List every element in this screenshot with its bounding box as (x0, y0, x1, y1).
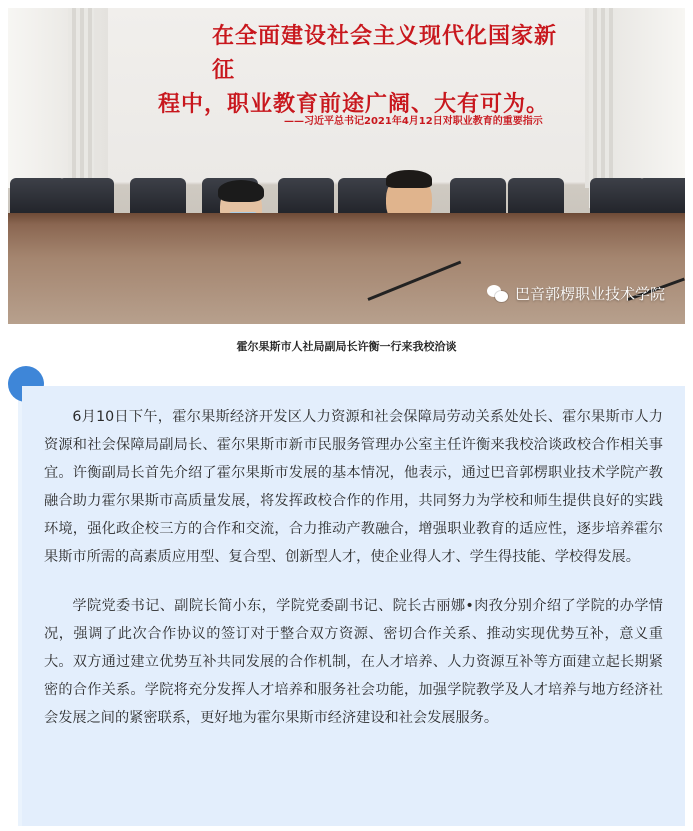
meeting-photo (8, 8, 685, 324)
chair (638, 178, 685, 218)
chair (130, 178, 186, 218)
chair (58, 178, 114, 218)
photo-caption: 霍尔果斯市人社局副局长许衡一行来我校洽谈 (236, 340, 457, 353)
wechat-icon (487, 285, 509, 303)
conference-table (8, 213, 685, 324)
article-body (22, 386, 685, 826)
slogan-attribution: ——习近平总书记2021年4月12日对职业教育的重要指示 (284, 116, 543, 127)
watermark-text: 巴音郭楞职业技术学院 (514, 285, 665, 303)
slogan-line-1: 在全面建设社会主义现代化国家新征 (212, 24, 558, 83)
article-paragraph: 学院党委书记、副院长简小东，学院党委副书记、院长古丽娜•肉孜分别介绍了学院的办学情况，强调了此次合作协议的签订对于整合双方资源、密切合作关系、推动实现优势互补，意义重大。双方通过建立优势互补共同发展的合作机制，在人才培养、人力资源互补等方面建立起长期紧密的合作关系。学院将充分发挥人才培养和服务社会功能，加强学院教学及人才培养与地方经济社会发展之间的紧密联系，更好地为霍尔果斯市经济建设和社会发展服务。 (44, 598, 663, 727)
watermark (487, 283, 665, 304)
article-paragraph: 6月10日下午，霍尔果斯经济开发区人力资源和社会保障局劳动关系处处长、霍尔果斯市人力资源和社会保障局副局长、霍尔果斯市新市民服务管理办公室主任许衡来我校洽谈政校合作相关事宜。许衡副局长首先介绍了霍尔果斯市发展的基本情况，他表示，通过巴音郭楞职业技术学院产教融合助力霍尔果斯市高质量发展，将发挥政校合作的作用，共同努力为学校和师生提供良好的实践环境，强化政企校三方的合作和交流，合力推动产教融合，增强职业教育的适应性，逐步培养霍尔果斯市所需的高素质应用型、复合型、创新型人才，使企业得人才、学生得技能、学校得发展。 (44, 409, 663, 565)
slogan-line-2: 程中，职业教育前途广阔、大有可为。 (158, 92, 550, 117)
chair (508, 178, 564, 218)
wall-slogan (158, 20, 578, 122)
